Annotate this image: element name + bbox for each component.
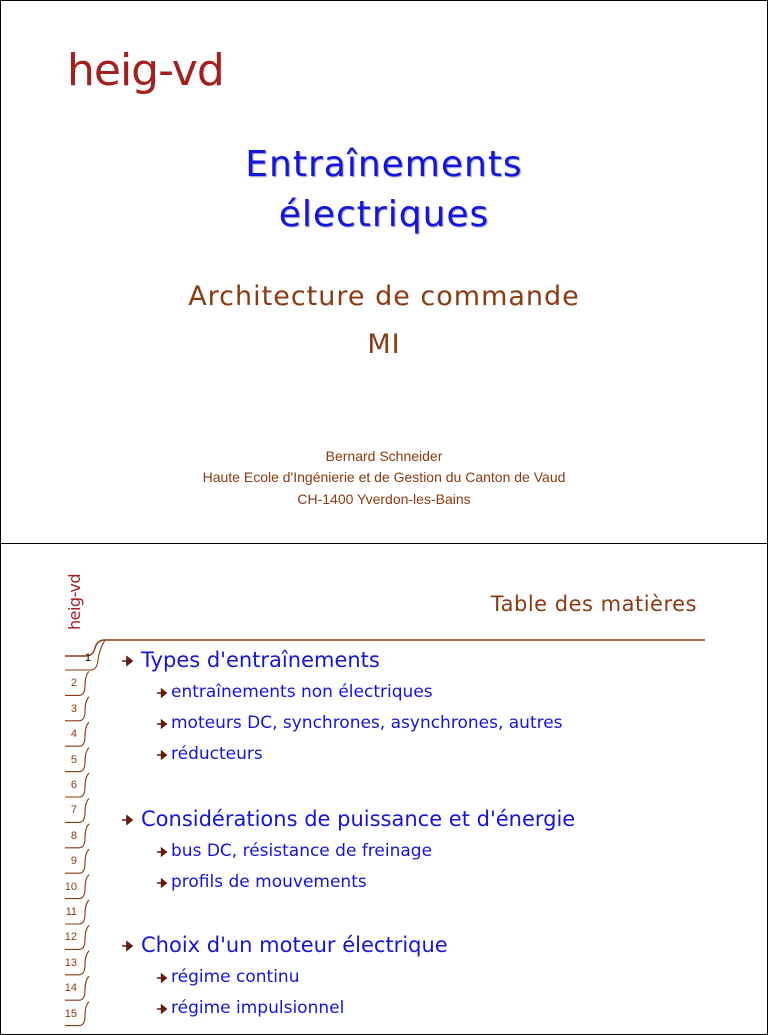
bullet-arrow-icon (156, 687, 169, 699)
nav-tab-2[interactable]: 2 (70, 677, 77, 690)
nav-tab-outline (65, 722, 89, 746)
header-rule (1, 622, 767, 682)
bullet-arrow-icon (156, 972, 169, 984)
toc-item-label: moteurs DC, synchrones, asynchrones, autres (171, 713, 563, 733)
nav-tab-outline (65, 773, 89, 797)
toc-item-label: profils de mouvements (171, 872, 367, 892)
nav-tab-outline (65, 697, 89, 721)
nav-tab-outline (65, 748, 89, 772)
toc-section-label: Choix d'un moteur électrique (141, 933, 448, 957)
nav-tab-3[interactable]: 3 (70, 702, 77, 715)
nav-tab-6[interactable]: 6 (70, 779, 77, 791)
toc-item-label: réducteurs (171, 744, 263, 764)
bullet-arrow-icon (121, 940, 135, 952)
nav-tab-outline (65, 875, 89, 899)
nav-tab-outline (65, 951, 89, 975)
nav-tab-outline (65, 1002, 89, 1026)
bullet-arrow-icon (156, 877, 169, 889)
toc-title: Table des matières (490, 592, 697, 616)
toc-item-label: bus DC, résistance de freinage (171, 841, 433, 861)
bullet-arrow-icon (156, 749, 169, 761)
toc-section-label: Types d'entraînements (141, 648, 380, 672)
nav-tab-13[interactable]: 13 (64, 956, 77, 969)
nav-tab-12[interactable]: 12 (64, 931, 77, 944)
toc-section-label: Considérations de puissance et d'énergie (141, 807, 576, 831)
toc-item-label: régime continu (171, 967, 300, 987)
nav-tab-outline (65, 640, 105, 670)
slide-subtitle-line2: MI (367, 329, 401, 360)
nav-tab-outline (65, 824, 89, 848)
nav-rail-lines (1, 544, 111, 1034)
nav-tab-1[interactable]: 1 (84, 652, 91, 664)
bullet-arrow-icon (121, 655, 135, 667)
nav-tab-outline (65, 925, 89, 949)
nav-tab-5[interactable]: 5 (70, 753, 77, 766)
nav-tab-4[interactable]: 4 (70, 728, 77, 741)
nav-tab-7[interactable]: 7 (70, 804, 77, 817)
bullet-arrow-icon (156, 1003, 169, 1015)
nav-tab-outline (65, 849, 89, 873)
author-institution: Haute Ecole d'Ingénierie et de Gestion du Canton de Vaud (202, 469, 566, 485)
nav-tab-outline (65, 798, 89, 822)
bullet-arrow-icon (156, 718, 169, 730)
nav-tab-outline (65, 976, 89, 1000)
slide-subtitle-line1: Architecture de commande (188, 281, 580, 312)
bullet-arrow-icon (156, 846, 169, 858)
nav-tab-10[interactable]: 10 (64, 880, 77, 893)
nav-tab-9[interactable]: 9 (70, 855, 77, 868)
toc-item-label: entraînements non électriques (171, 682, 433, 702)
slide-title-line2: électriques (278, 194, 490, 235)
heig-vd-logo: heig-vd (67, 45, 224, 96)
nav-tab-14[interactable]: 14 (64, 982, 77, 995)
slide-title-line1: Entraînements (245, 144, 523, 185)
nav-tab-11[interactable]: 11 (65, 906, 77, 918)
toc-slide (0, 543, 768, 1035)
nav-tab-outline (65, 900, 89, 924)
bullet-arrow-icon (121, 814, 135, 826)
heig-vd-vertical-logo-text: heig-vd (65, 573, 84, 630)
toc-item-label: régime impulsionnel (171, 998, 345, 1018)
nav-tab-8[interactable]: 8 (70, 829, 77, 842)
author-name: Bernard Schneider (325, 448, 443, 464)
author-address: CH-1400 Yverdon-les-Bains (297, 491, 471, 507)
nav-tab-15[interactable]: 15 (64, 1007, 77, 1020)
nav-tab-outline (65, 671, 89, 695)
